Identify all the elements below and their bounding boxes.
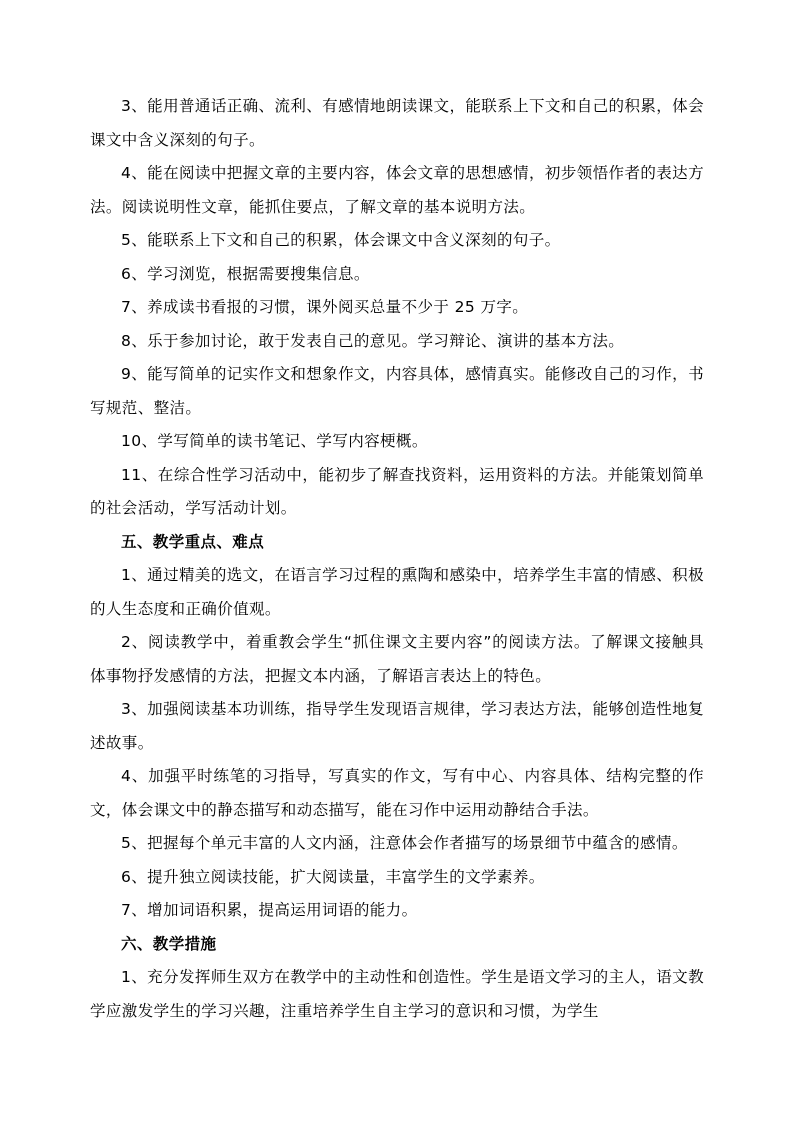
paragraph-4: 4、能在阅读中把握文章的主要内容，体会文章的思想感情，初步领悟作者的表达方法。阅读说明性文章，能抓住要点，了解文章的基本说明方法。 — [90, 164, 704, 216]
focus-item-1: 1、通过精美的选文，在语言学习过程的熏陶和感染中，培养学生丰富的情感、积极的人生态度和正确价值观。 — [90, 566, 704, 618]
focus-item-4: 4、加强平时练笔的习指导，写真实的作文，写有中心、内容具体、结构完整的作文，体会课文中的静态描写和动态描写，能在习作中运用动静结合手法。 — [90, 767, 704, 819]
focus-item-5: 5、把握每个单元丰富的人文内涵，注意体会作者描写的场景细节中蕴含的感情。 — [121, 834, 688, 852]
section-heading-6: 六、教学措施 — [121, 934, 217, 953]
measure-item-1: 1、充分发挥师生双方在教学中的主动性和创造性。学生是语文学习的主人，语文教学应激发学生的学习兴趣，注重培养学生自主学习的意识和习惯，为学生 — [90, 968, 704, 1020]
paragraph-7: 7、养成读书看报的习惯，课外阅买总量不少于 25 万字。 — [121, 298, 529, 316]
focus-item-3: 3、加强阅读基本功训练，指导学生发现语言规律，学习表达方法，能够创造性地复述故事。 — [90, 700, 704, 752]
paragraph-3: 3、能用普通话正确、流利、有感情地朗读课文，能联系上下文和自己的积累，体会课文中含义深刻的句子。 — [90, 97, 704, 149]
document-body — [90, 90, 704, 1028]
paragraph-6: 6、学习浏览，根据需要搜集信息。 — [121, 264, 370, 283]
paragraph-8: 8、乐于参加讨论，敢于发表自己的意见。学习辩论、演讲的基本方法。 — [121, 331, 625, 350]
section-heading-5: 五、教学重点、难点 — [121, 532, 265, 551]
focus-item-6: 6、提升独立阅读技能，扩大阅读量，丰富学生的文学素养。 — [121, 867, 545, 886]
paragraph-11: 11、在综合性学习活动中，能初步了解查找资料，运用资料的方法。并能策划简单的社会活动，学写活动计划。 — [90, 465, 704, 517]
paragraph-5: 5、能联系上下文和自己的积累，体会课文中含义深刻的句子。 — [121, 231, 561, 249]
focus-item-2: 2、阅读教学中，着重教会学生“抓住课文主要内容”的阅读方法。了解课文接触具体事物抒发感情的方法，把握文本内涵，了解语言表达上的特色。 — [90, 633, 704, 685]
paragraph-9: 9、能写简单的记实作文和想象作文，内容具体，感情真实。能修改自己的习作，书写规范、整洁。 — [90, 365, 704, 417]
paragraph-10: 10、学写简单的读书笔记、学写内容梗概。 — [121, 432, 428, 450]
focus-item-7: 7、增加词语积累，提高运用词语的能力。 — [121, 901, 418, 919]
